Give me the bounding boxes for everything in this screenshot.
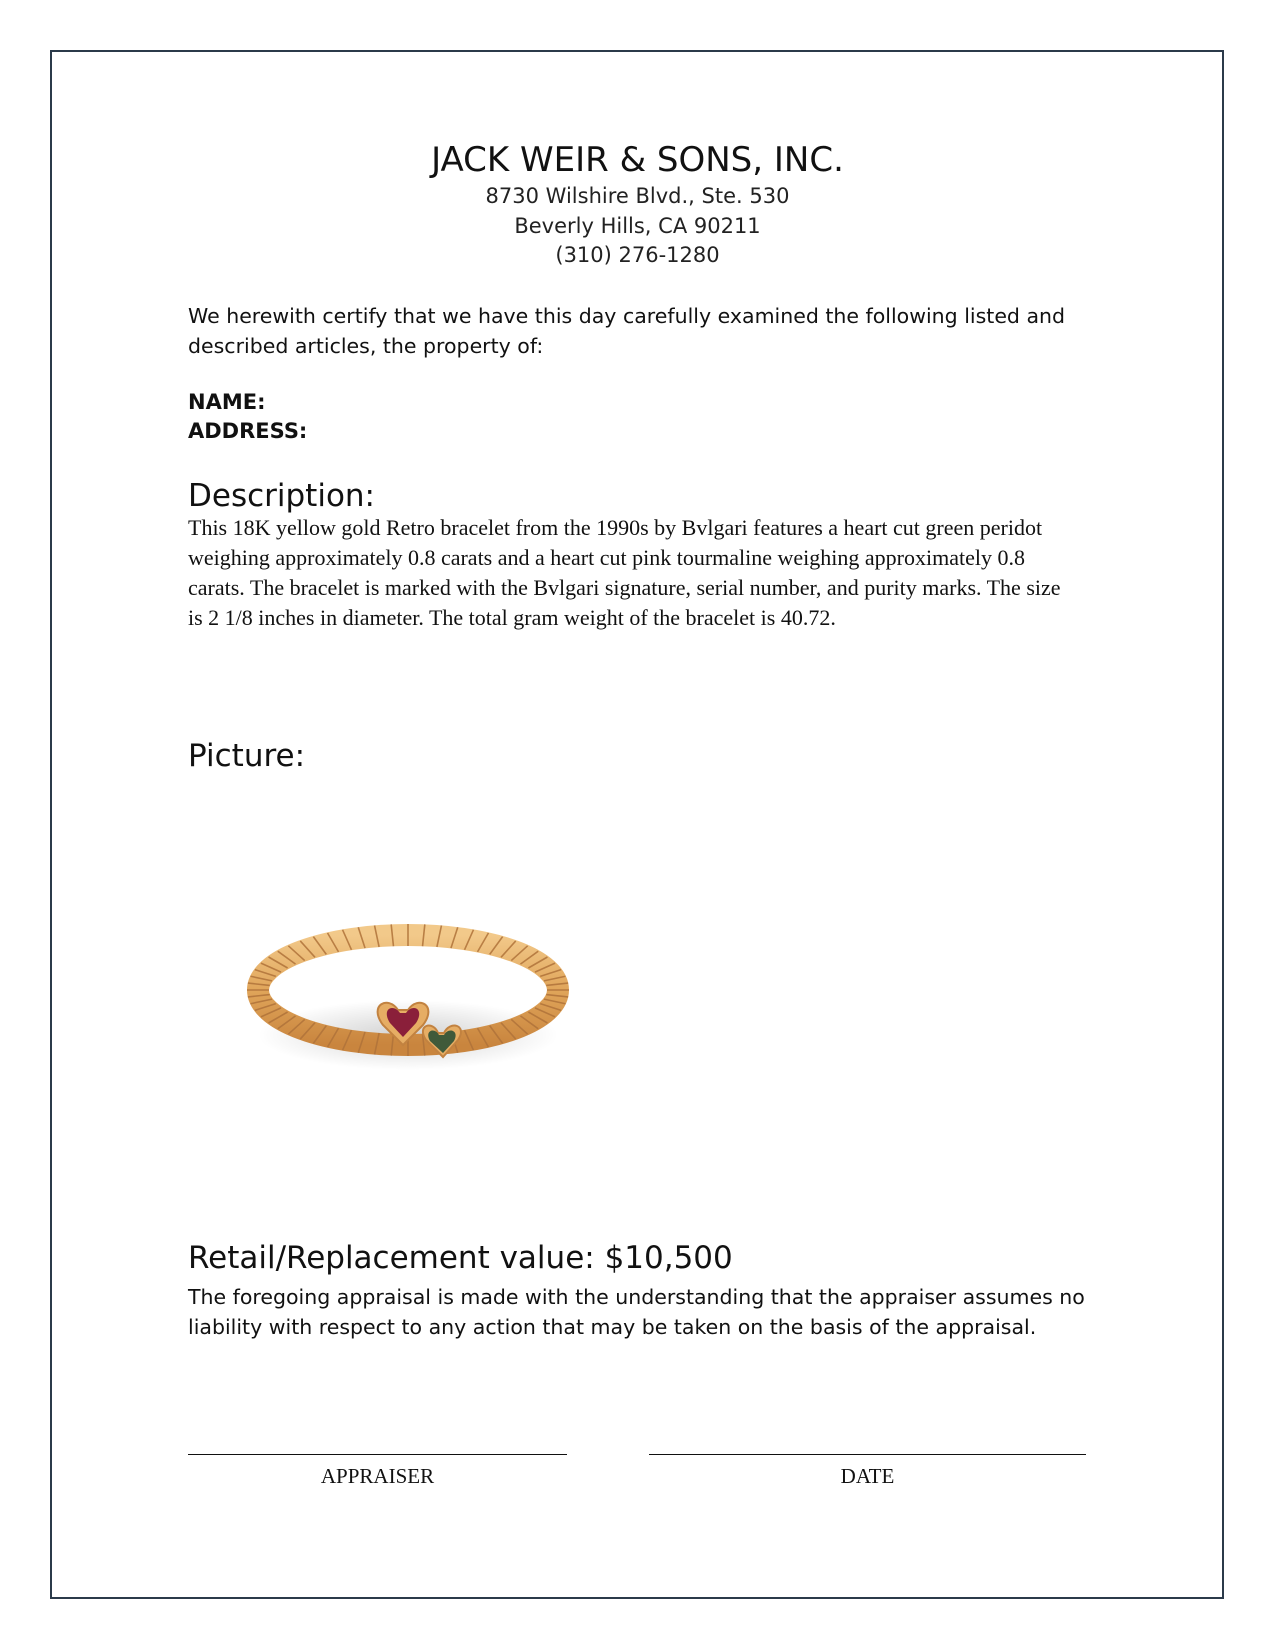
company-address-line1: 8730 Wilshire Blvd., Ste. 530	[485, 184, 790, 208]
address-label: ADDRESS:	[188, 419, 308, 443]
description-text: This 18K yellow gold Retro bracelet from the 1990s by Bvlgari features a heart cut green peridot weighing approximately 0.8 carats and a heart cut pink tourmaline weighing approximately 0.8 carats. The bracelet is marked with the Bvlgari signature, serial number, and purity marks. The size is 2 1/8 inches in diameter. The total gram weight of the bracelet is 40.72.	[188, 515, 1061, 630]
page-border	[50, 50, 1224, 1599]
certification-statement: We herewith certify that we have this day carefully examined the following listed and described articles, the property of:	[188, 304, 1066, 358]
company-address-line2: Beverly Hills, CA 90211	[514, 214, 761, 238]
bracelet-picture	[238, 915, 578, 1095]
name-label: NAME:	[188, 390, 266, 414]
company-name: JACK WEIR & SONS, INC.	[431, 140, 844, 180]
date-label: DATE	[840, 1464, 895, 1488]
picture-heading: Picture:	[188, 738, 306, 774]
appraiser-label: APPRAISER	[320, 1464, 435, 1488]
disclaimer-text: The foregoing appraisal is made with the understanding that the appraiser assumes no liability with respect to any action that may be taken on the basis of the appraisal.	[188, 1285, 1085, 1339]
company-phone: (310) 276-1280	[555, 243, 720, 267]
appraiser-signature-line	[188, 1454, 567, 1455]
description-heading: Description:	[188, 478, 375, 514]
replacement-value: Retail/Replacement value: $10,500	[188, 1240, 733, 1276]
date-signature-line	[649, 1454, 1086, 1455]
